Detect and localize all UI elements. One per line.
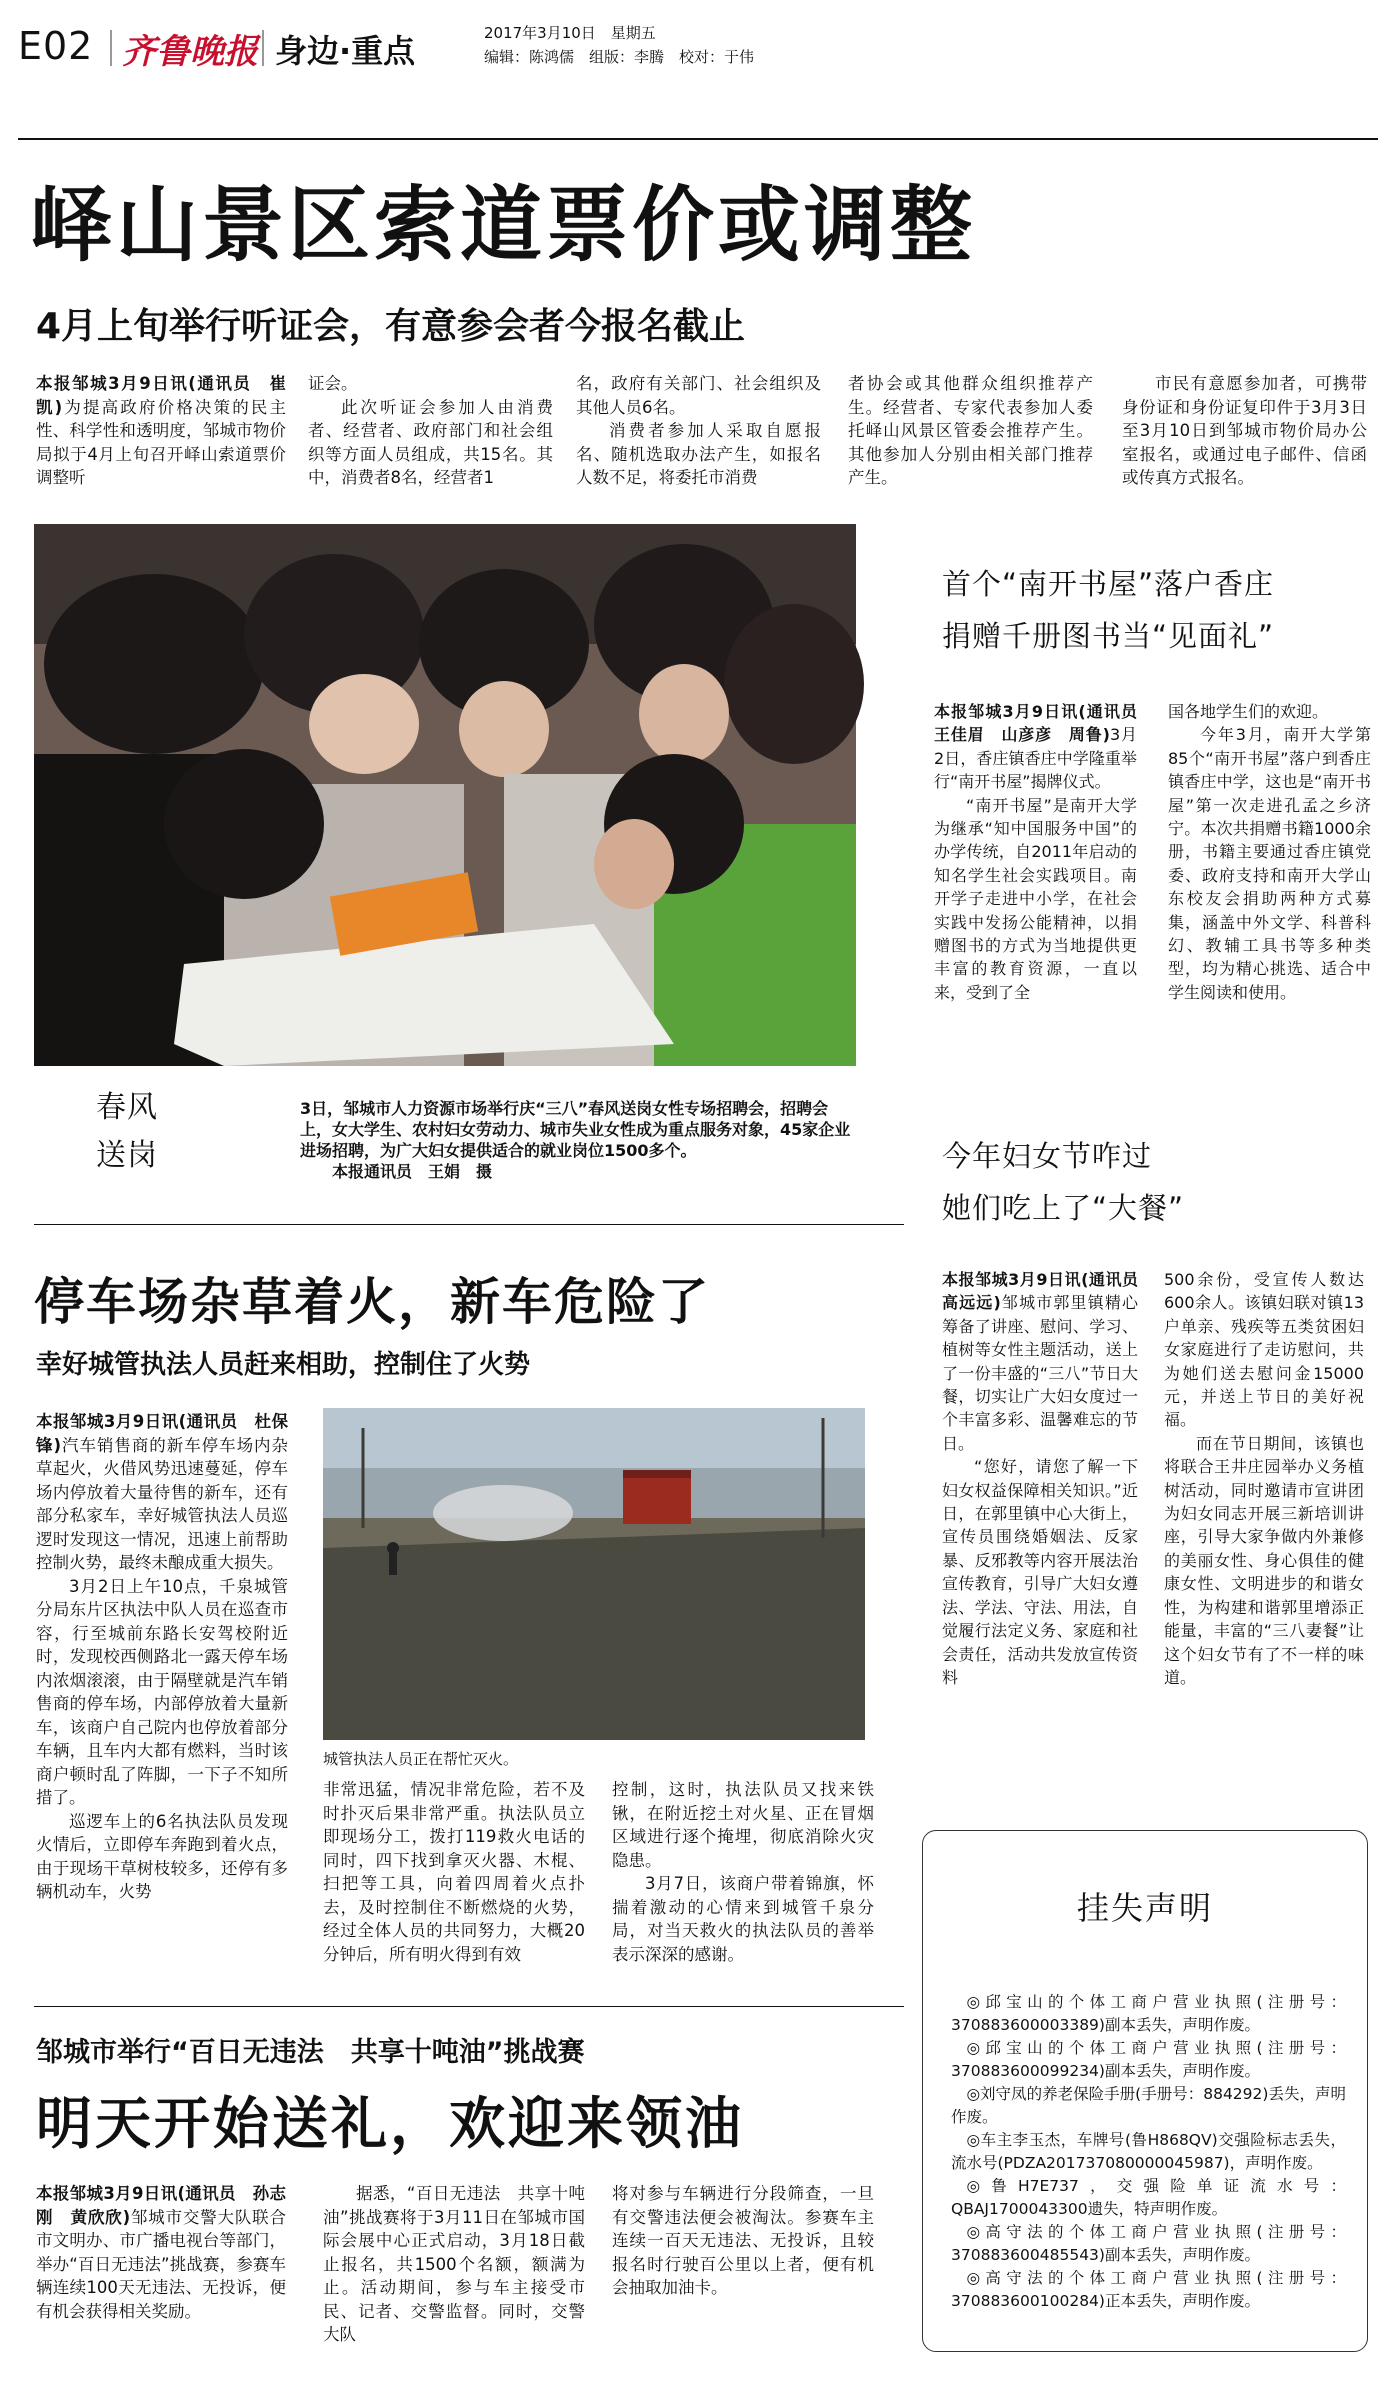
photo1-side-title: 春风 送岗 xyxy=(96,1090,158,1173)
fire-headline: 停车场杂草着火，新车危险了 xyxy=(34,1273,710,1331)
date-line: 2017年3月10日 星期五 xyxy=(484,24,656,42)
nankai-title-2: 捐赠千册图书当“见面礼” xyxy=(942,619,1275,653)
job-fair-photo-image xyxy=(34,524,856,1066)
oil-rule xyxy=(34,2006,904,2007)
fire-subhead: 幸好城管执法人员赶来相助，控制住了火势 xyxy=(36,1350,531,1380)
section-title: 身边·重点 xyxy=(275,32,416,70)
staff-line: 编辑：陈鸿儒 组版：李腾 校对：于伟 xyxy=(484,48,755,66)
notice-item: ◎车主李玉杰，车牌号(鲁H868QV)交强险标志丢失，流水号(PDZA201737080000045987)，声明作废。 xyxy=(951,2131,1346,2172)
notice-item: ◎鲁H7E737，交强险单证流水号：QBAJ1700043300遗失，特声明作废。 xyxy=(951,2177,1346,2218)
fire-photo xyxy=(323,1408,865,1740)
fire-photo-caption: 城管执法人员正在帮忙灭火。 xyxy=(323,1750,519,1768)
divider xyxy=(110,30,112,66)
notice-item: ◎高守法的个体工商户营业执照(注册号：370883600100284)正本丢失，声明作废。 xyxy=(951,2269,1346,2310)
oil-kicker: 邹城市举行“百日无违法 共享十吨油”挑战赛 xyxy=(36,2037,585,2068)
fire-col-1: 本报邹城3月9日讯(通讯员 杜保锋)汽车销售商的新车停车场内杂草起火，火借风势迅速蔓延，停车场内停放着大量待售的新车，还有部分私家车，幸好城管执法人员巡逻时发现这一情况，迅速上前帮助控制火势，最终未酿成重大损失。 3月2日上午10点，千泉城管分局东片区执法中队人员在巡查市容，行至城前东路长安驾校附近时，发现校西侧路北一露天停车场内浓烟滚滚，由于隔壁就是汽车销售商的停车场，内部停放着大量新车，该商户自己院内也停放着部分车辆，且车内大都有燃料，当时该商户顿时乱了阵脚，一下子不知所措了。 巡逻车上的6名执法队员发现火情后，立即停车奔跑到着火点，由于现场干草树枝较多，还停有多辆机动车，火势 xyxy=(36,1412,289,1901)
lost-notice-box xyxy=(922,1830,1368,2352)
lead-col-1: 本报邹城3月9日讯(通讯员 崔凯)为提高政府价格决策的民主性、科学性和透明度，邹城市物价局拟于4月上旬召开峄山索道票价调整听 xyxy=(36,374,287,487)
women-col-2: 500余份，受宣传人数达600余人。该镇妇联对镇13户单亲、残疾等五类贫困妇女家庭进行了走访慰问，共为她们送去慰问金15000元，并送上节日的美好祝福。 而在节日期间，该镇也将联合王井庄园举办义务植树活动，同时邀请市宣讲团为妇女同志开展三新培训讲座，引导大家争做内外兼修的美丽女性、身心俱佳的健康女性、文明进步的和谐女性，为构建和谐郭里增添正能量，丰富的“三八妻餐”让这个妇女节有了不一样的味道。 xyxy=(1164,1270,1364,1687)
fire-col-3: 控制，这时，执法队员又找来铁锹，在附近挖土对火星、正在冒烟区域进行逐个掩埋，彻底消除火灾隐患。 3月7日，该商户带着锦旗，怀揣着激动的心情来到城管千泉分局，对当天救火的执法队员的善举表示深深的感谢。 xyxy=(612,1780,874,1964)
lead-headline: 峄山景区索道票价或调整 xyxy=(30,178,977,273)
divider xyxy=(262,30,264,66)
header-rule xyxy=(18,138,1378,140)
nankai-col-1: 本报邹城3月9日讯(通讯员 王佳眉 山彦彦 周鲁)3月2日，香庄镇香庄中学隆重举行“南开书屋”揭牌仪式。 “南开书屋”是南开大学为继承“知中国服务中国”的办学传统，自2011年启动的知名学生社会实践项目。南开学子走进中小学，在社会实践中发扬公能精神，以捐赠图书的方式为当地提供更丰富的教育资源，一直以来，受到了全 xyxy=(934,702,1154,1002)
lead-col-2: 证会。 此次听证会参加人由消费者、经营者、政府部门和社会组织等方面人员组成，共15名。其中，消费者8名，经营者1 xyxy=(308,374,553,487)
page-code: E02 xyxy=(18,24,94,68)
lead-col-3: 名，政府有关部门、社会组织及其他人员6名。 消费者参加人采取自愿报名、随机选取办法产生，如报名人数不足，将委托市消费 xyxy=(576,374,821,487)
oil-col-2: 据悉，“百日无违法 共享十吨油”挑战赛将于3月11日在邹城市国际会展中心正式启动，3月18日截止报名，共1500个名额，额满为止。活动期间，参与车主接受市民、记者、交警监督。同时，交警大队 xyxy=(323,2184,585,2344)
oil-col-1: 本报邹城3月9日讯(通讯员 孙志刚 黄欣欣)邹城市交警大队联合市文明办、市广播电视台等部门，举办“百日无违法”挑战赛，参赛车辆连续100天无违法、无投诉，便有机会获得相关奖励。 xyxy=(36,2184,287,2321)
notice-list xyxy=(951,1991,1346,2313)
oil-headline: 明天开始送礼，欢迎来领油 xyxy=(36,2092,744,2157)
lead-subhead: 4月上旬举行听证会，有意参会者今报名截止 xyxy=(36,306,746,347)
lead-col-5: 市民有意愿参加者，可携带身份证和身份证复印件于3月3日至3月10日到邹城市物价局办公室报名，或通过电子邮件、信函或传真方式报名。 xyxy=(1122,374,1367,487)
fire-rule xyxy=(34,1224,904,1225)
lead-byline: 本报邹城3月9日讯(通讯员 崔凯) xyxy=(36,374,286,417)
notice-item: ◎邱宝山的个体工商户营业执照(注册号：370883600099234)副本丢失，声明作废。 xyxy=(951,2039,1346,2080)
fire-col-2: 非常迅猛，情况非常危险，若不及时扑灭后果非常严重。执法队员立即现场分工，拨打119救火电话的同时，四下找到拿灭火器、木棍、扫把等工具，向着四周着火点扑去，及时控制住不断燃烧的火势，经过全体人员的共同努力，大概20分钟后，所有明火得到有效 xyxy=(323,1780,585,1964)
fire-photo-image xyxy=(323,1408,865,1740)
notice-item: ◎刘守凤的养老保险手册(手册号：884292)丢失，声明作废。 xyxy=(951,2085,1346,2126)
notice-item: ◎邱宝山的个体工商户营业执照(注册号：370883600003389)副本丢失，声明作废。 xyxy=(951,1993,1346,2034)
notice-title: 挂失声明 xyxy=(1076,1889,1213,1927)
nankai-title-1: 首个“南开书屋”落户香庄 xyxy=(942,567,1275,601)
women-title-2: 她们吃上了“大餐” xyxy=(942,1191,1185,1225)
women-title-1: 今年妇女节咋过 xyxy=(942,1139,1153,1173)
oil-col-3: 将对参与车辆进行分段筛查，一旦有交警违法便会被淘汰。参赛车主连续一百天无违法、无投诉，且较报名时行驶百公里以上者，便有机会抽取加油卡。 xyxy=(612,2184,874,2297)
photo1-credit: 本报通讯员 王娟 摄 xyxy=(332,1162,493,1181)
nankai-col-2: 国各地学生们的欢迎。 今年3月，南开大学第85个“南开书屋”落户到香庄镇香庄中学，这也是“南开书屋”第一次走进孔孟之乡济宁。本次共捐赠书籍1000余册，书籍主要通过香庄镇党委、政府支持和南开大学山东校友会捐助两种方式募集，涵盖中外文学、科普科幻、教辅工具书等多种类型，均为精心挑选、适合中学生阅读和使用。 xyxy=(1168,702,1371,1002)
women-col-1: 本报邹城3月9日讯(通讯员 高远远)邹城市郭里镇精心筹备了讲座、慰问、学习、植树等女性主题活动，送上了一份丰盛的“三八”节日大餐，切实让广大妇女度过一个丰富多彩、温馨难忘的节日。 “您好，请您了解一下妇女权益保障相关知识。”近日，在郭里镇中心大街上，宣传员围绕婚姻法、反家暴、反邪教等内容开展法治宣传教育，引导广大妇女遵法、学法、守法、用法，自觉履行法定义务、家庭和社会责任，活动共发放宣传资料 xyxy=(942,1270,1155,1687)
photo1-caption: 3日，邹城市人力资源市场举行庆“三八”春风送岗女性专场招聘会，招聘会上，女大学生、农村妇女劳动力、城市失业女性成为重点服务对象，45家企业进场招聘，为广大妇女提供适合的就业岗位1500多个。 本报通讯员 王娟 摄 xyxy=(300,1099,851,1181)
lead-col-4: 者协会或其他群众组织推荐产生。经营者、专家代表参加人委托峄山风景区管委会推荐产生。其他参加人分别由相关部门推荐产生。 xyxy=(848,374,1093,487)
notice-item: ◎高守法的个体工商户营业执照(注册号：370883600485543)副本丢失，声明作废。 xyxy=(951,2223,1346,2264)
job-fair-photo xyxy=(34,524,856,1066)
paper-logo: 齐鲁晚报 xyxy=(122,32,258,72)
